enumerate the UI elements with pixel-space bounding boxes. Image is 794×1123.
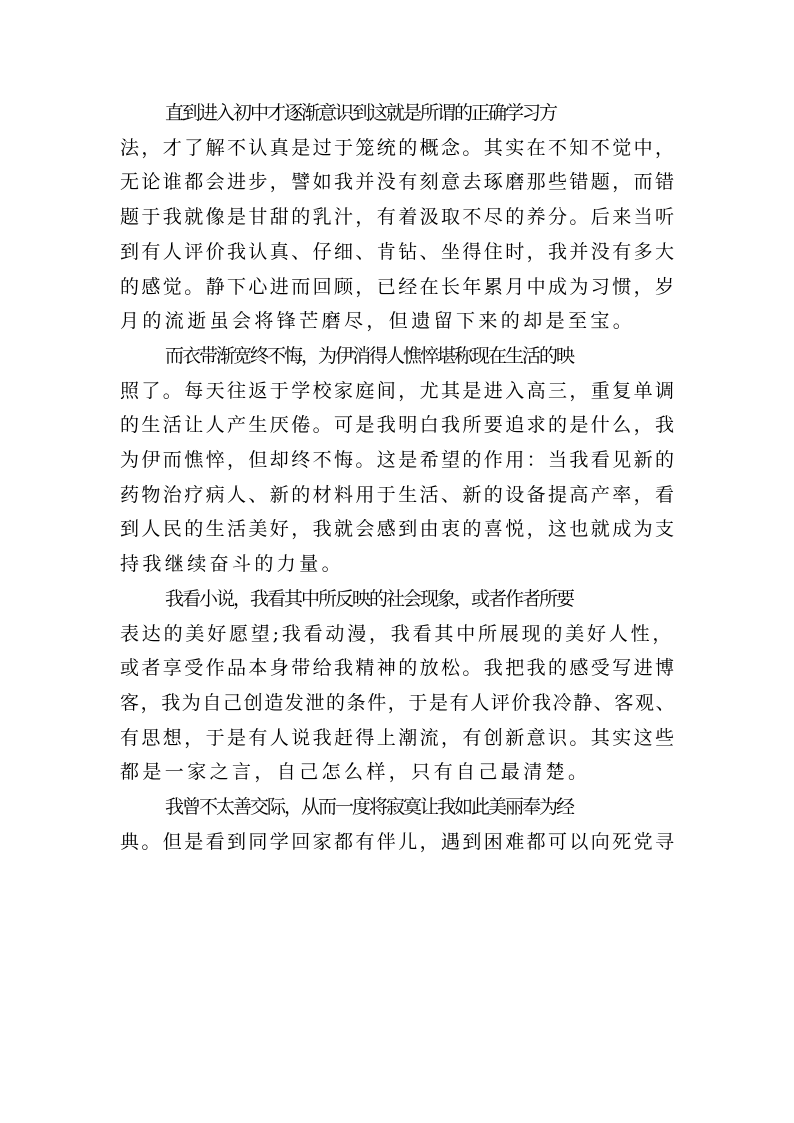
text-line: 为伊而憔悴，但却终不悔。这是希望的作用：当我看见新的 [120,449,677,472]
text-line: 法，才了解不认真是过于笼统的概念。其实在不知不觉中， [120,136,677,159]
text-line: 月的流逝虽会将锋芒磨尽，但遗留下来的却是至宝。 [120,310,636,333]
text-line: 直到进入初中才逐渐意识到这就是所谓的正确学习方 [165,102,557,124]
text-line: 的感觉。静下心进而回顾，已经在长年累月中成为习惯，岁 [120,275,677,298]
text-line: 无论谁都会进步，譬如我并没有刻意去琢磨那些错题，而错 [120,171,677,194]
text-line: 而衣带渐宽终不悔，为伊消得人憔悴堪称现在生活的映 [165,344,574,367]
text-line: 都是一家之言，自己怎么样，只有自己最清楚。 [120,761,591,784]
paragraph-1 [120,96,676,339]
text-line: 的生活让人产生厌倦。可是我明白我所要追求的是什么，我 [120,414,677,437]
text-line: 客，我为自己创造发泄的条件，于是有人评价我冷静、客观、 [120,691,677,714]
paragraph-4 [120,790,676,859]
document-body [120,96,676,859]
text-line: 表达的美好愿望;我看动漫，我看其中所展现的美好人性， [120,622,675,645]
text-line: 典。但是看到同学回家都有伴儿，遇到困难都可以向死党寻 [120,830,677,853]
text-line: 到人民的生活美好，我就会感到由衷的喜悦，这也就成为支 [120,518,677,541]
text-line: 药物治疗病人、新的材料用于生活、新的设备提高产率，看 [120,483,677,506]
text-line: 我看小说，我看其中所反映的社会现象，或者作者所要 [165,587,574,610]
text-line: 有思想，于是有人说我赶得上潮流，有创新意识。其实这些 [120,726,677,749]
paragraph-2 [120,339,676,582]
text-line: 持我继续奋斗的力量。 [120,553,345,576]
text-line: 或者享受作品本身带给我精神的放松。我把我的感受写进博 [120,657,677,680]
text-line: 照了。每天往返于学校家庭间，尤其是进入高三，重复单调 [120,379,677,402]
text-line: 我曾不太善交际，从而一度将寂寞让我如此美丽奉为经 [165,796,574,819]
text-line: 题于我就像是甘甜的乳汁，有着汲取不尽的养分。后来当听 [120,206,677,229]
text-line: 到有人评价我认真、仔细、肯钻、坐得住时，我并没有多大 [120,240,677,263]
paragraph-3 [120,582,676,790]
